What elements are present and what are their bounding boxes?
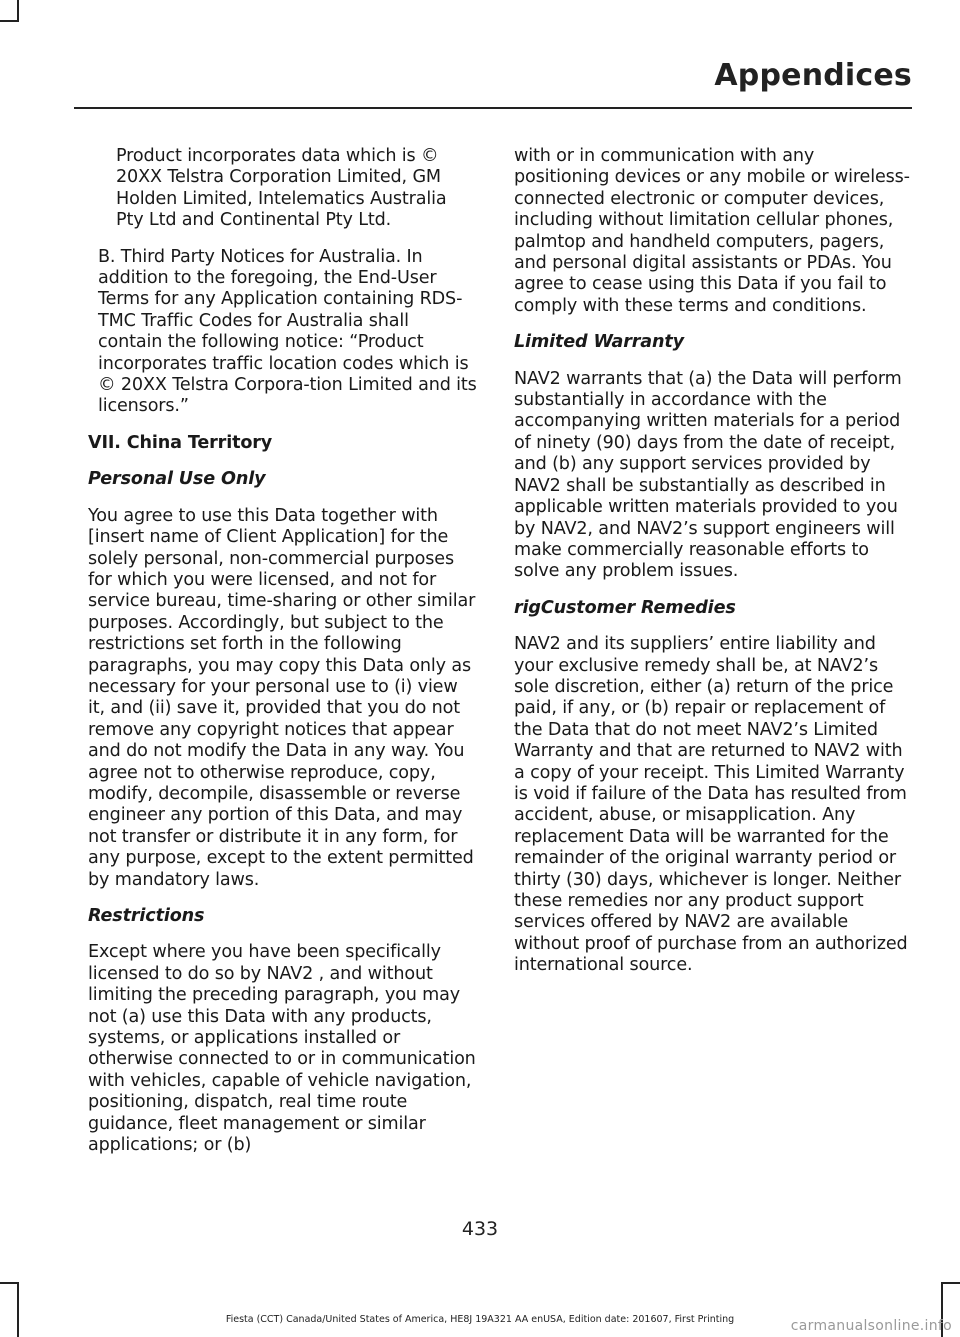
subheading-limited-warranty: Limited Warranty: [514, 332, 684, 353]
section-heading-china: VII. China Territory: [88, 432, 273, 453]
watermark: carmanualsonline.info: [790, 1318, 952, 1334]
footer-edition-info: Fiesta (CCT) Canada/United States of America, HE8J 19A321 AA enUSA, Edition date: 201607, First Printing: [225, 1314, 735, 1325]
header-divider: [74, 107, 912, 109]
right-column: [514, 146, 910, 992]
customer-remedies-paragraph: NAV2 and its suppliers’ entire liability and your exclusive remedy shall be, at NAV2’s sole discretion, either (a) return of the price paid, if any, or (b) repair or replacement of the Data that do not meet NAV2’s Limited Warranty and that are returned to NAV2 with a copy of your receipt. This Limited Warranty is void if failure of the Data has resulted from accident, abuse, or misapplication. Any replacement Data will be warranted for the remainder of the original warranty period or thirty (30) days, whichever is longer. Neither these remedies nor any product support services offered by NAV2 are available without proof of purchase from an authorized international source.: [514, 634, 908, 976]
limited-warranty-paragraph: NAV2 warrants that (a) the Data will perform substantially in accordance with the accompanying written materials for a period of ninety (90) days from the date of receipt, and (b) any support services provided by NAV2 shall be substantially as described in applicable written materials provided to you by NAV2, and NAV2’s support engineers will make commercially reasonable efforts to solve any problem issues.: [514, 368, 902, 582]
subheading-customer-remedies: rigCustomer Remedies: [514, 597, 736, 618]
crop-mark-bottom-left-h: [0, 1282, 19, 1284]
page-number: 433: [461, 1218, 499, 1240]
crop-mark-bottom-right-h: [941, 1282, 960, 1284]
crop-mark-top-left-h: [0, 20, 19, 22]
left-column: [88, 146, 478, 1171]
personal-use-paragraph: You agree to use this Data together with [insert name of Client Application] for the solely personal, non-commercial purposes for which you were licensed, and not for service bureau, time-sharing or other similar purposes. Accordingly, but subject to the restrictions set forth in the following paragraphs, you may copy this Data only as necessary for your personal use to (i) view it, and (ii) save it, provided that you do not remove any copyright notices that appear and do not modify the Data in any way. You agree not to otherwise reproduce, copy, modify, decompile, disassemble or reverse engineer any portion of this Data, and may not transfer or distribute it in any form, for any purpose, except to the extent permitted by mandatory laws.: [88, 505, 476, 890]
crop-mark-bottom-left-v: [17, 1282, 19, 1337]
notice-paragraph: Product incorporates data which is © 20XX Telstra Corporation Limited, GM Holden Limited, Intelematics Australia Pty Ltd and Continental Pty Ltd.: [116, 146, 447, 231]
subheading-personal-use: Personal Use Only: [88, 469, 266, 490]
subheading-restrictions: Restrictions: [88, 906, 205, 926]
restrictions-continued-paragraph: with or in communication with any positioning devices or any mobile or wireless-connected electronic or computer devices, including without limitation cellular phones, palmtop and handheld computers, pagers, and personal digital assistants or PDAs. You agree to cease using this Data if you fail to comply with these terms and conditions.: [514, 146, 910, 316]
crop-mark-top-left-v: [17, 0, 19, 22]
page-title: Appendices: [714, 58, 912, 93]
restrictions-paragraph: Except where you have been specifically licensed to do so by NAV2 , and without limiting the preceding paragraph, you may not (a) use this Data with any products, systems, or applications installed or otherwise connected to or in communication with vehicles, capable of vehicle navigation, positioning, dispatch, real time route guidance, fleet management or similar applications; or (b): [88, 942, 476, 1156]
third-party-notices-paragraph: B. Third Party Notices for Australia. In addition to the foregoing, the End-User Terms for any Application containing RDS-TMC Traffic Codes for Australia shall contain the following notice: “Product incorporates traffic location codes which is © 20XX Telstra Corpora-tion Limited and its licensors.”: [98, 246, 477, 417]
